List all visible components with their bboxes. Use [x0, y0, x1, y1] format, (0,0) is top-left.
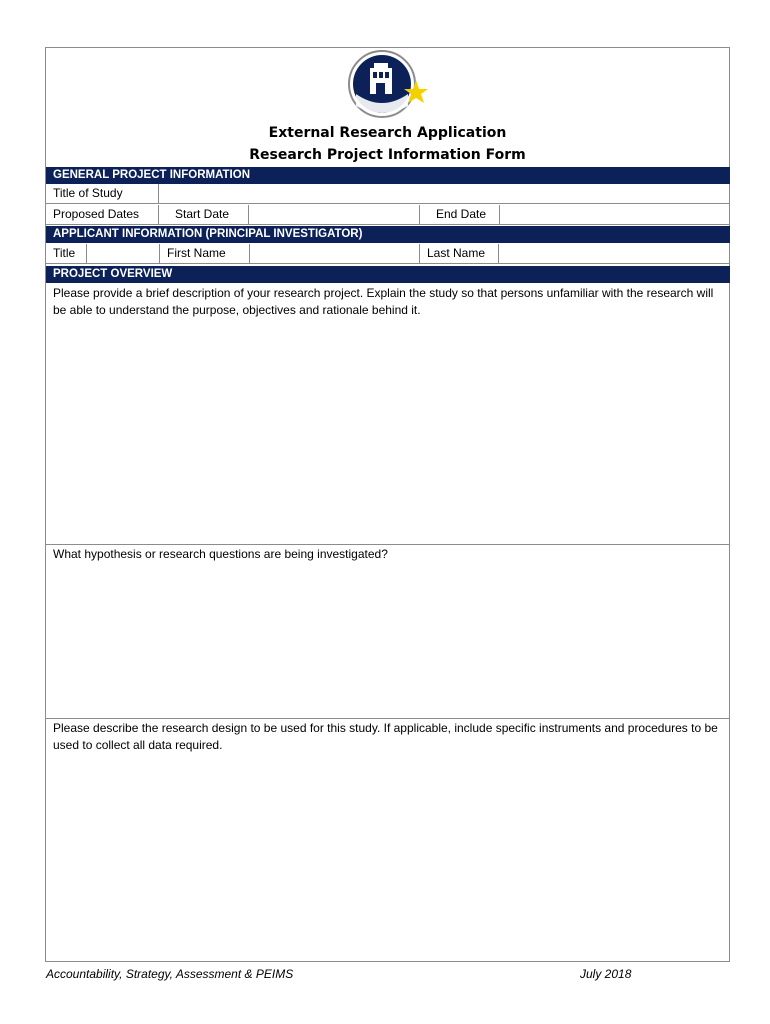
footer-date: July 2018 [580, 967, 632, 981]
end-date-field[interactable] [500, 205, 730, 224]
start-date-field[interactable] [249, 205, 419, 224]
section-header-overview: PROJECT OVERVIEW [46, 266, 730, 283]
form-title: External Research Application [268, 125, 507, 141]
last-name-label: Last Name [427, 246, 486, 260]
district-seal-logo [348, 50, 432, 120]
section-header-applicant: APPLICANT INFORMATION (PRINCIPAL INVESTIGATOR) [46, 226, 730, 243]
divider [46, 718, 730, 719]
title-of-study-label: Title of Study [53, 186, 123, 200]
applicant-title-label: Title [53, 246, 76, 260]
divider [46, 544, 730, 545]
project-description-area[interactable] [46, 285, 730, 544]
research-design-area[interactable] [46, 720, 730, 960]
title-of-study-field[interactable] [159, 184, 730, 203]
hypothesis-area[interactable] [46, 546, 730, 718]
project-description-prompt: Please provide a brief description of your research project. Explain the study so that persons unfamiliar with the research will be able to understand the purpose, objectives and rationale behind it. [53, 286, 714, 317]
seal-icon [348, 50, 432, 120]
first-name-field[interactable] [250, 244, 419, 263]
form-subtitle: Research Project Information Form [249, 147, 526, 163]
start-date-label: Start Date [175, 207, 230, 221]
footer-department: Accountability, Strategy, Assessment & PEIMS [46, 967, 294, 981]
last-name-field[interactable] [499, 244, 730, 263]
end-date-label: End Date [436, 207, 487, 221]
hypothesis-prompt: What hypothesis or research questions are being investigated? [53, 547, 388, 561]
section-header-general: GENERAL PROJECT INFORMATION [46, 167, 730, 184]
applicant-title-field[interactable] [87, 244, 159, 263]
proposed-dates-label: Proposed Dates [53, 207, 140, 221]
row-title-of-study [46, 184, 730, 204]
research-design-prompt: Please describe the research design to be used for this study. If applicable, include specific instruments and procedures to be used to collect all data required. [53, 721, 718, 752]
row-proposed-dates [46, 205, 730, 225]
first-name-label: First Name [167, 246, 226, 260]
row-applicant [46, 244, 730, 264]
